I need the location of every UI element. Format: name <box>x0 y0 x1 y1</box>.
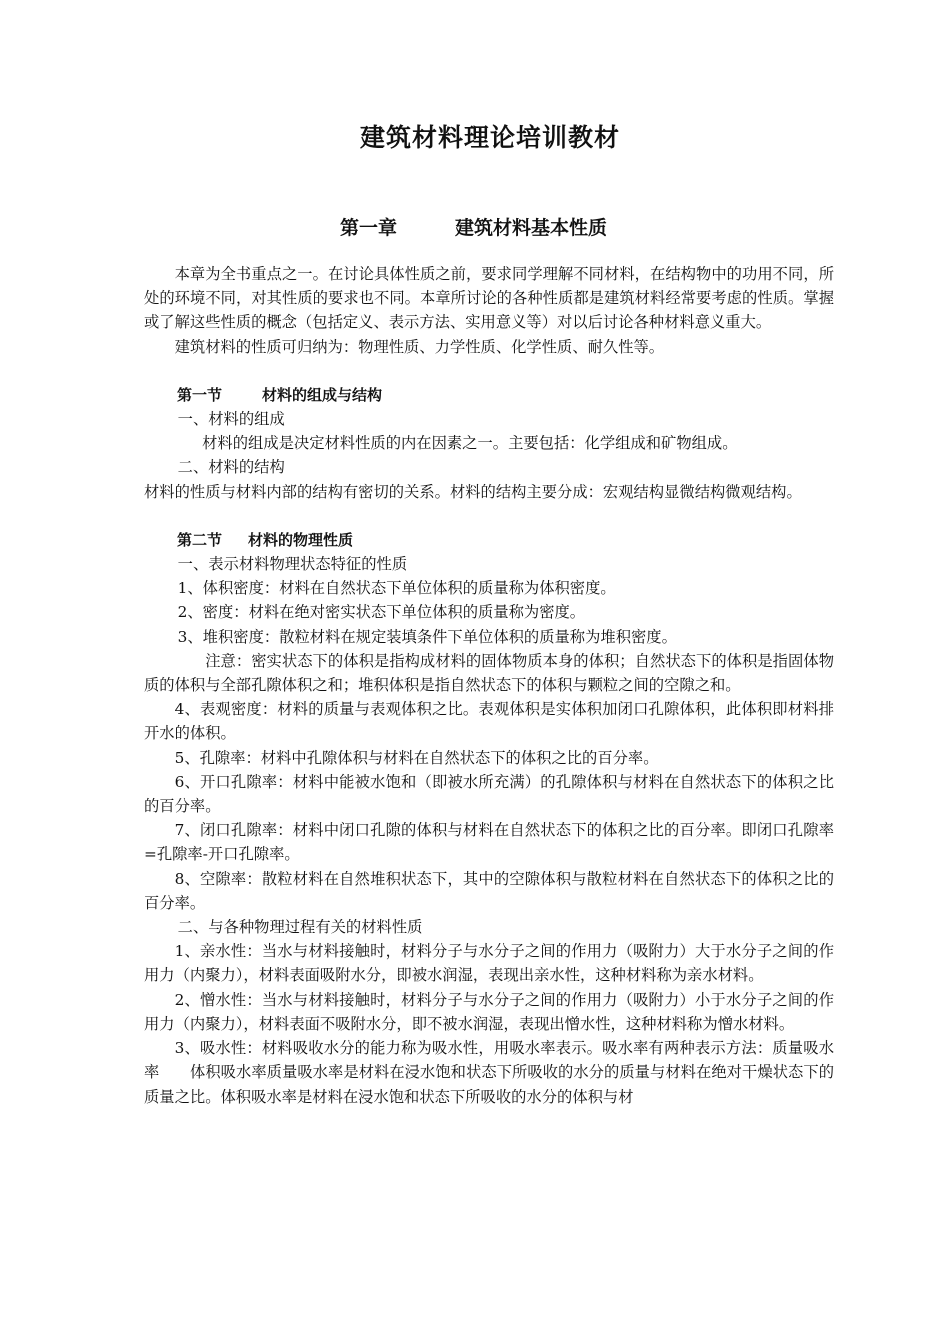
section-2-paragraph-3: 3、吸水性：材料吸收水分的能力称为吸水性，用吸水率表示。吸水率有两种表示方法：质量吸水率 体积吸水率质量吸水率是材料在浸水饱和状态下所吸收的水分的质量与材料在绝对干燥状态下的质量之比。体积吸水率是材料在浸水饱和状态下所吸收的水分的体积与材 <box>144 1039 834 1106</box>
section-2-item-1: 1、体积密度：材料在自然状态下单位体积的质量称为体积密度。 <box>177 579 616 598</box>
intro-paragraph-1: 本章为全书重点之一。在讨论具体性质之前，要求同学理解不同材料，在结构物中的功用不同，所处的环境不同，对其性质的要求也不同。本章所讨论的各种性质都是建筑材料经常要考虑的性质。掌握或了解这些性质的概念（包括定义、表示方法、实用意义等）对以后讨论各种材料意义重大。 <box>144 265 834 332</box>
document-body <box>144 262 834 1109</box>
section-2-item-8: 8、空隙率：散粒材料在自然堆积状态下，其中的空隙体积与散粒材料在自然状态下的体积之比的百分率。 <box>144 869 834 912</box>
section-2-paragraph-2: 2、憎水性：当水与材料接触时，材料分子与水分子之间的作用力（吸附力）小于水分子之间的作用力（内聚力），材料表面不吸附水分，即不被水润湿，表现出憎水性，这种材料称为憎水材料。 <box>144 990 834 1033</box>
section-2-sub2-heading: 二、与各种物理过程有关的材料性质 <box>177 918 423 937</box>
section-2-number: 第二节 <box>177 530 223 549</box>
section-1-sub2-heading: 二、材料的结构 <box>177 458 285 477</box>
section-2-item-4: 4、表观密度：材料的质量与表观体积之比。表观体积是实体积加闭口孔隙体积，此体积即材料排开水的体积。 <box>144 700 834 743</box>
chapter-name: 建筑材料基本性质 <box>455 217 608 239</box>
section-2-paragraph-1: 1、亲水性：当水与材料接触时，材料分子与水分子之间的作用力（吸附力）大于水分子之间的作用力（内聚力），材料表面吸附水分，即被水润湿，表现出亲水性，这种材料称为亲水材料。 <box>144 942 834 985</box>
intro-paragraph-2: 建筑材料的性质可归纳为：物理性质、力学性质、化学性质、耐久性等。 <box>174 337 665 356</box>
section-2-item-3: 3、堆积密度：散粒材料在规定装填条件下单位体积的质量称为堆积密度。 <box>177 627 677 646</box>
chapter-heading <box>340 213 607 240</box>
section-2-item-6: 6、开口孔隙率：材料中能被水饱和（即被水所充满）的孔隙体积与材料在自然状态下的体积之比的百分率。 <box>144 772 834 816</box>
section-1-name: 材料的组成与结构 <box>262 385 383 404</box>
section-1-sub1-text: 材料的组成是决定材料性质的内在因素之一。主要包括：化学组成和矿物组成。 <box>202 434 738 453</box>
section-2-note: 注意：密实状态下的体积是指构成材料的固体物质本身的体积；自然状态下的体积是指固体物质的体积与全部孔隙体积之和；堆积体积是指自然状态下的体积与颗粒之间的空隙之和。 <box>144 651 834 695</box>
section-2-sub1-heading: 一、表示材料物理状态特征的性质 <box>177 555 408 574</box>
section-1-number: 第一节 <box>177 385 223 404</box>
section-2-name: 材料的物理性质 <box>248 530 354 549</box>
section-1-heading <box>144 383 834 407</box>
section-1-sub2-text: 材料的性质与材料内部的结构有密切的关系。材料的结构主要分成：宏观结构显微结构微观结构。 <box>144 482 802 501</box>
section-2-item-7: 7、闭口孔隙率：材料中闭口孔隙的体积与材料在自然状态下的体积之比的百分率。即闭口孔隙率=孔隙率-开口孔隙率。 <box>144 821 834 864</box>
section-1-sub1-heading: 一、材料的组成 <box>177 410 285 429</box>
section-2-item-2: 2、密度：材料在绝对密实状态下单位体积的质量称为密度。 <box>177 603 586 622</box>
chapter-number: 第一章 <box>340 217 398 239</box>
section-2-item-5: 5、孔隙率：材料中孔隙体积与材料在自然状态下的体积之比的百分率。 <box>174 748 659 767</box>
document-title: 建筑材料理论培训教材 <box>359 123 620 152</box>
section-2-heading <box>144 528 834 552</box>
